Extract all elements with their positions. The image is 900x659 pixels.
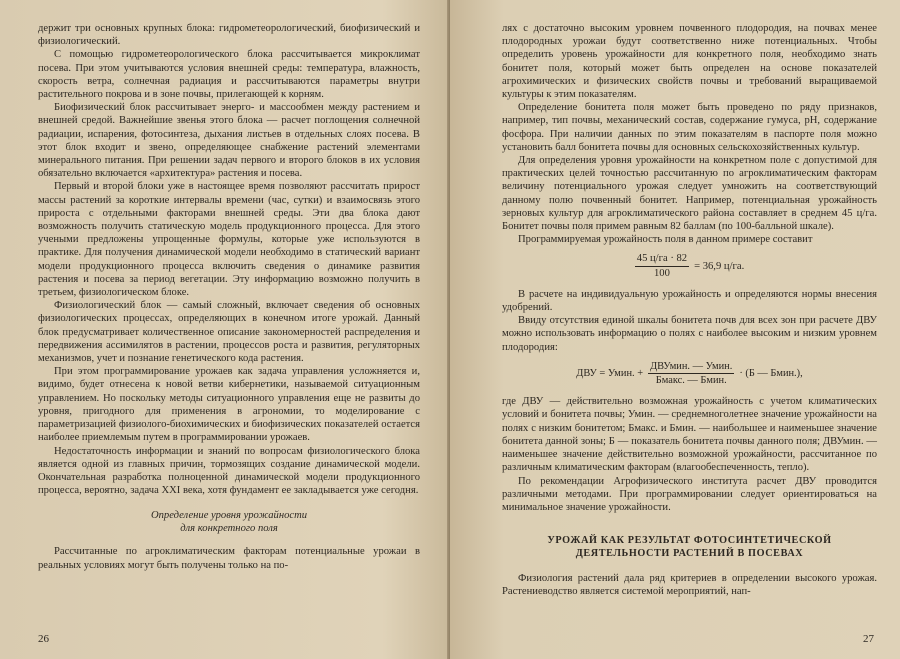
section-heading-line-2: для конкретного поля [180,523,278,535]
right-paragraph-last: Физиология растений дала ряд критериев в определении высокого урожая. Растениеводство является системой мероприятий, нап- [502,573,877,598]
left-paragraph-1: держит три основных крупных блока: гидрометеорологический, биофизический и физиологический. [38,23,420,48]
section-heading-line-1: Определение уровня урожайности [150,510,308,522]
right-page [450,0,900,659]
yield-numerator: 45 ц/га · 82 [635,252,689,266]
right-paragraph-6: Ввиду отсутствия единой шкалы бонитета почв для всех зон при расчете ДВУ можно использовать информацию о полях с наиболее высоким и низким уровнем плодородия: [502,315,877,353]
right-paragraph-5: В расчете на индивидуальную урожайность и определяются нормы внесения удобрений. [502,288,877,314]
chapter-heading-line-1: УРОЖАЙ КАК РЕЗУЛЬТАТ ФОТОСИНТЕТИЧЕСКОЙ [547,535,832,547]
left-paragraph-3: Биофизический блок рассчитывает энерго- и массообмен между растением и внешней средой. Важнейшие звенья этого блока — расчет поглощения солнечной радиации, испарения, фотосинтеза, дыхания листьев в отдельных слоях посева. В этот блок входит и звено, определяющее снабжение растений элементами минерального питания. При решении задач первого и второго блоков в их условия обязательно включается «архитектура» растения и посева. [38,102,420,180]
chapter-heading [502,534,877,560]
right-paragraph-1: лях с достаточно высоким уровнем почвенного плодородия, на почвах менее плодородных урожаи будут соответственно ниже потенциальных. Чтобы определить уровень урожайности для конкретного поля, необходимо знать бонитет поля, который может быть определен на основе показателей агрохимических и физических свойств почвы и требований выращиваемой культуры к этим показателям. [502,23,877,101]
page-number-left: 26 [38,633,49,645]
right-paragraph-2: Определение бонитета поля может быть проведено по ряду признаков, например, тип почвы, механический состав, содержание гумуса, pH, содержание фосфора. При наличии данных по этим показателям в паспорте поля можно установить балл бонитета почвы для основных сельскохозяйственных культур. [502,102,877,153]
left-paragraph-4: Первый и второй блоки уже в настоящее время позволяют рассчитать прирост массы растений за короткие интервалы времени (час, сутки) и взаимосвязь этого прироста с отдельными факторами внешней среды. Эти два блока дают возможность получить статическую модель продукционного процесса. Для этого учеными предложены упрощенные формулы, которые уже используются в практике. Для получения динамической модели необходимо в статический вариант модели продукционного процесса включить сведения о динамике развития растения и посева за период вегетации. Эту информацию возможно получить в третьем, физиологическом блоке. [38,181,420,299]
yield-formula [502,252,877,279]
section-heading [38,509,420,535]
dvu-formula [502,360,877,387]
dvu-lhs: ДВУ = Умин. + [576,367,644,379]
dvu-tail: · (Б — Бмин.), [739,367,803,379]
yield-denominator: 100 [653,267,670,279]
right-text-column [502,22,877,599]
left-paragraph-7: Недостаточность информации и знаний по вопросам физиологического блока является одной из главных причин, тормозящих создание динамической модели. Окончательная разработка полноценной динамической модели продукционного процесса, вероятно, задача XXI века, хотя фундамент ее закладывается уже сегодня. [38,445,420,497]
right-paragraph-3: Для определения уровня урожайности на конкретном поле с допустимой для практических целей точностью рассчитанную по агроклиматическим факторам величину потенциального урожая следует умножить на соответствующий данному полю почвенный бонитет. Например, потенциальная урожайность зерновых культур для агроклиматического района составляет в среднем 45 ц/га. Бонитет почвы поля примем равным 82 баллам (по 100-балльной шкале). [502,155,877,233]
left-paragraph-6: При этом программирование урожаев как задача управления усложняется и, видимо, будет отнесена к новой ветви кибернетики, называемой ситуационным управлением. Но поскольку методы ситуационного управления еще не развиты до уровня, пригодного для применения в агрономии, то моделирование с параметризацией физиолого-биохимических и биофизических показателей остается наиболее приемлемым путем в программировании урожаев. [38,366,420,444]
left-paragraph-5: Физиологический блок — самый сложный, включает сведения об основных физиологических процессах, определяющих в конечном итоге урожай. Данный блок предусматривает количественное описание закономерностей распределения и передвижения ассимилятов в растении, процессов роста и развития, регуляторных механизмов, учет и познание генетического кода растения. [38,300,420,365]
chapter-heading-line-2: ДЕЯТЕЛЬНОСТИ РАСТЕНИЙ В ПОСЕВАХ [575,548,804,560]
dvu-numerator: ДВУмин. — Умин. [648,360,734,374]
yield-fraction [635,252,689,279]
dvu-fraction [648,360,734,387]
right-paragraph-8: По рекомендации Агрофизического института расчет ДВУ проводится различными методами. При программировании следует ориентироваться на минимальное значение урожайности. [502,475,877,513]
left-paragraph-last: Рассчитанные по агроклиматическим факторам потенциальные урожаи в реальных условиях могут быть получены только на по- [38,546,420,571]
left-paragraph-2: С помощью гидрометеорологического блока рассчитывается микроклимат посева. При этом учитываются условия внешней среды: температура, влажность, скорость ветра, солнечная радиация и рассчитываются параметры внутри растительного покрова и в зоне почвы, прилегающей к корням. [38,49,420,101]
page-number-right: 27 [863,633,874,645]
dvu-denominator: Бмакс. — Бмин. [655,375,727,387]
right-paragraph-7: где ДВУ — действительно возможная урожайность с учетом климатических условий и бонитета почвы; Умин. — среднемноголетнее значение урожайности на полях с низким бонитетом; Бмакс. и Бмин. — наибольшее и наименьшее значение бонитета данной зоны; Б — показатель бонитета почвы данного поля; ДВУмин. — наименьшее значение действительно возможной урожайности, рассчитанное по различным климатическим факторам (влагообеспеченность, тепло). [502,396,877,474]
right-paragraph-4: Программируемая урожайность поля в данном примере составит [518,234,813,246]
yield-result: = 36,9 ц/га. [694,260,745,272]
left-text-column [38,22,420,572]
